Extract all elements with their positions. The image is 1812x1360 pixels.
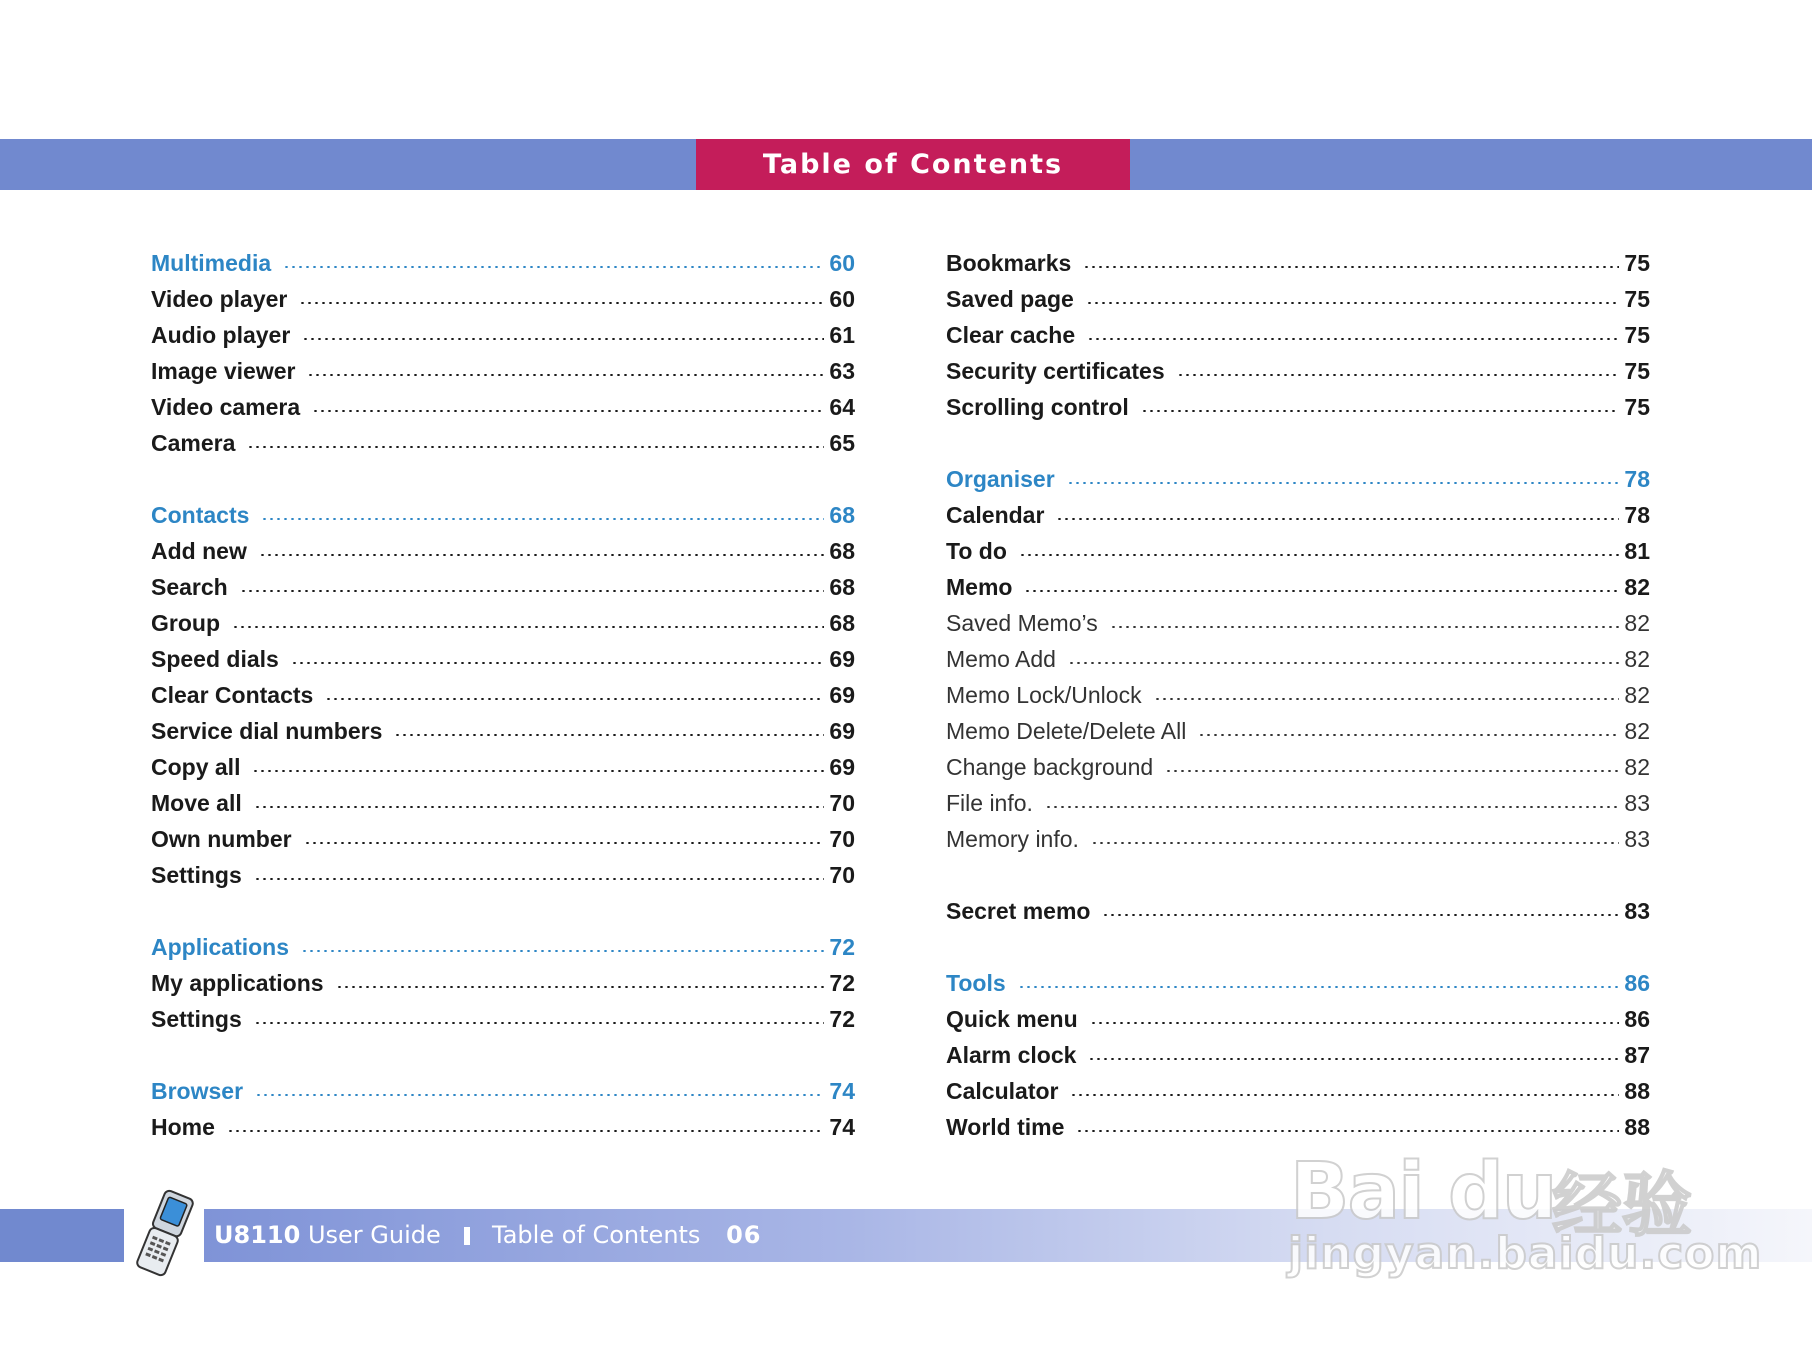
dot-leader bbox=[252, 770, 824, 772]
toc-entry-page: 86 bbox=[1624, 970, 1650, 996]
dot-leader bbox=[240, 590, 825, 592]
toc-section-row[interactable] bbox=[946, 965, 1650, 1001]
dot-leader bbox=[301, 950, 824, 952]
toc-entry-page: 74 bbox=[829, 1114, 855, 1140]
toc-entry-page: 69 bbox=[829, 682, 855, 708]
dot-leader bbox=[304, 842, 825, 844]
dot-leader bbox=[259, 554, 825, 556]
dot-leader bbox=[254, 878, 825, 880]
watermark-brand-cn: 经验 bbox=[1552, 1164, 1692, 1246]
toc-entry-label: Memo Add bbox=[946, 646, 1056, 672]
toc-entry-page: 70 bbox=[829, 790, 855, 816]
dot-leader bbox=[1068, 662, 1619, 664]
toc-entry-row[interactable] bbox=[946, 1001, 1650, 1037]
dot-leader bbox=[255, 1094, 824, 1096]
toc-entry-row[interactable] bbox=[946, 713, 1650, 749]
dot-leader bbox=[336, 986, 825, 988]
dot-leader bbox=[227, 1130, 825, 1132]
toc-entry-row[interactable] bbox=[151, 605, 855, 641]
watermark-url: jingyan.baidu.com bbox=[1288, 1228, 1763, 1279]
dot-leader bbox=[307, 374, 824, 376]
toc-entry-label: Multimedia bbox=[151, 250, 272, 276]
dot-leader bbox=[1067, 482, 1620, 484]
toc-entry-row[interactable] bbox=[151, 641, 855, 677]
toc-entry-page: 75 bbox=[1624, 394, 1650, 420]
toc-entry-label: Clear cache bbox=[946, 322, 1076, 348]
toc-entry-label: Memo bbox=[946, 574, 1013, 600]
toc-entry-label: Quick menu bbox=[946, 1006, 1078, 1032]
toc-entry-page: 64 bbox=[829, 394, 855, 420]
toc-entry-page: 70 bbox=[829, 862, 855, 888]
toc-entry-page: 75 bbox=[1624, 358, 1650, 384]
dot-leader bbox=[261, 518, 824, 520]
toc-entry-page: 69 bbox=[829, 646, 855, 672]
toc-entry-row[interactable] bbox=[946, 1073, 1650, 1109]
toc-entry-label: Memo Lock/Unlock bbox=[946, 682, 1142, 708]
page-title: Table of Contents bbox=[696, 139, 1130, 190]
toc-entry-label: Change background bbox=[946, 754, 1154, 780]
toc-entry-label: Calendar bbox=[946, 502, 1045, 528]
toc-entry-label: Scrolling control bbox=[946, 394, 1129, 420]
dot-leader bbox=[1198, 734, 1619, 736]
toc-entry-label: Settings bbox=[151, 862, 242, 888]
toc-entry-row[interactable] bbox=[151, 317, 855, 353]
toc-entry-page: 81 bbox=[1624, 538, 1650, 564]
dot-leader bbox=[291, 662, 825, 664]
footer-separator bbox=[464, 1227, 470, 1245]
toc-entry-label: File info. bbox=[946, 790, 1033, 816]
toc-entry-label: Add new bbox=[151, 538, 247, 564]
toc-spacer bbox=[151, 461, 855, 497]
toc-entry-row[interactable] bbox=[946, 893, 1650, 929]
toc-entry-page: 82 bbox=[1624, 610, 1650, 636]
dot-leader bbox=[283, 266, 824, 268]
toc-entry-page: 83 bbox=[1624, 790, 1650, 816]
toc-entry-row[interactable] bbox=[151, 533, 855, 569]
toc-entry-page: 87 bbox=[1624, 1042, 1650, 1068]
toc-spacer bbox=[151, 1037, 855, 1073]
toc-column-right bbox=[946, 245, 1650, 1145]
toc-entry-page: 88 bbox=[1624, 1078, 1650, 1104]
toc-entry-label: Alarm clock bbox=[946, 1042, 1077, 1068]
toc-entry-page: 60 bbox=[829, 250, 855, 276]
toc-entry-label: Group bbox=[151, 610, 220, 636]
toc-entry-label: Saved page bbox=[946, 286, 1074, 312]
toc-entry-row[interactable] bbox=[946, 353, 1650, 389]
dot-leader bbox=[232, 626, 824, 628]
dot-leader bbox=[1024, 590, 1619, 592]
dot-leader bbox=[312, 410, 824, 412]
toc-entry-row[interactable] bbox=[946, 785, 1650, 821]
toc-entry-row[interactable] bbox=[946, 569, 1650, 605]
toc-entry-row[interactable] bbox=[946, 677, 1650, 713]
toc-entry-page: 68 bbox=[829, 538, 855, 564]
toc-entry-page: 82 bbox=[1624, 574, 1650, 600]
toc-entry-page: 83 bbox=[1624, 826, 1650, 852]
dot-leader bbox=[1110, 626, 1620, 628]
toc-entry-page: 82 bbox=[1624, 682, 1650, 708]
toc-entry-page: 86 bbox=[1624, 1006, 1650, 1032]
toc-section-row[interactable] bbox=[151, 497, 855, 533]
footer-section: Table of Contents bbox=[492, 1221, 701, 1249]
dot-leader bbox=[302, 338, 824, 340]
toc-entry-page: 75 bbox=[1624, 322, 1650, 348]
dot-leader bbox=[1086, 302, 1620, 304]
toc-entry-label: Secret memo bbox=[946, 898, 1091, 924]
toc-entry-page: 60 bbox=[829, 286, 855, 312]
toc-entry-label: Home bbox=[151, 1114, 215, 1140]
baidu-watermark bbox=[1282, 1105, 1763, 1285]
toc-entry-page: 63 bbox=[829, 358, 855, 384]
toc-entry-label: Calculator bbox=[946, 1078, 1059, 1104]
toc-entry-page: 78 bbox=[1624, 502, 1650, 528]
toc-entry-label: Memo Delete/Delete All bbox=[946, 718, 1187, 744]
toc-entry-label: Own number bbox=[151, 826, 292, 852]
dot-leader bbox=[1088, 1058, 1619, 1060]
dot-leader bbox=[1083, 266, 1619, 268]
dot-leader bbox=[1045, 806, 1619, 808]
toc-entry-row[interactable] bbox=[151, 713, 855, 749]
toc-entry-label: Memory info. bbox=[946, 826, 1079, 852]
toc-entry-row[interactable] bbox=[151, 425, 855, 461]
dot-leader bbox=[1102, 914, 1619, 916]
toc-entry-page: 88 bbox=[1624, 1114, 1650, 1140]
toc-entry-row[interactable] bbox=[946, 245, 1650, 281]
toc-entry-row[interactable] bbox=[151, 785, 855, 821]
toc-spacer bbox=[946, 857, 1650, 893]
toc-entry-row[interactable] bbox=[151, 569, 855, 605]
dot-leader bbox=[1091, 842, 1619, 844]
footer-text bbox=[214, 1209, 761, 1262]
toc-spacer bbox=[946, 425, 1650, 461]
dot-leader bbox=[254, 1022, 825, 1024]
toc-section-row[interactable] bbox=[151, 929, 855, 965]
dot-leader bbox=[1090, 1022, 1620, 1024]
toc-entry-label: Security certificates bbox=[946, 358, 1165, 384]
toc-entry-label: Copy all bbox=[151, 754, 241, 780]
toc-entry-label: Speed dials bbox=[151, 646, 279, 672]
toc-entry-row[interactable] bbox=[946, 389, 1650, 425]
footer-band-left bbox=[0, 1209, 124, 1262]
toc-entry-label: Camera bbox=[151, 430, 236, 456]
dot-leader bbox=[1056, 518, 1619, 520]
toc-entry-row[interactable] bbox=[946, 641, 1650, 677]
toc-entry-label: Image viewer bbox=[151, 358, 296, 384]
phone-icon bbox=[128, 1188, 202, 1278]
toc-entry-row[interactable] bbox=[946, 497, 1650, 533]
toc-entry-page: 82 bbox=[1624, 718, 1650, 744]
toc-entry-page: 65 bbox=[829, 430, 855, 456]
toc-entry-page: 78 bbox=[1624, 466, 1650, 492]
toc-entry-row[interactable] bbox=[946, 1037, 1650, 1073]
toc-entry-page: 68 bbox=[829, 502, 855, 528]
toc-entry-page: 69 bbox=[829, 718, 855, 744]
dot-leader bbox=[254, 806, 825, 808]
footer-guide: User Guide bbox=[307, 1221, 441, 1249]
dot-leader bbox=[325, 698, 824, 700]
toc-spacer bbox=[946, 929, 1650, 965]
dot-leader bbox=[1177, 374, 1620, 376]
dot-leader bbox=[394, 734, 824, 736]
toc-entry-label: World time bbox=[946, 1114, 1065, 1140]
toc-entry-label: Clear Contacts bbox=[151, 682, 314, 708]
toc-entry-row[interactable] bbox=[151, 677, 855, 713]
dot-leader bbox=[1165, 770, 1619, 772]
dot-leader bbox=[1019, 554, 1620, 556]
toc-entry-page: 74 bbox=[829, 1078, 855, 1104]
toc-section-row[interactable] bbox=[946, 461, 1650, 497]
footer-model: U8110 bbox=[214, 1221, 301, 1249]
toc-entry-page: 68 bbox=[829, 610, 855, 636]
toc-entry-row[interactable] bbox=[151, 821, 855, 857]
toc-entry-label: Tools bbox=[946, 970, 1006, 996]
toc-entry-row[interactable] bbox=[151, 749, 855, 785]
toc-entry-page: 68 bbox=[829, 574, 855, 600]
toc-entry-row[interactable] bbox=[151, 389, 855, 425]
dot-leader bbox=[299, 302, 824, 304]
toc-entry-label: Settings bbox=[151, 1006, 242, 1032]
toc-entry-row[interactable] bbox=[946, 821, 1650, 857]
toc-entry-page: 75 bbox=[1624, 250, 1650, 276]
dot-leader bbox=[247, 446, 824, 448]
toc-entry-label: Service dial numbers bbox=[151, 718, 383, 744]
toc-entry-row[interactable] bbox=[946, 605, 1650, 641]
toc-entry-row[interactable] bbox=[151, 857, 855, 893]
toc-entry-page: 83 bbox=[1624, 898, 1650, 924]
toc-entry-label: My applications bbox=[151, 970, 324, 996]
toc-entry-row[interactable] bbox=[151, 1109, 855, 1145]
toc-entry-page: 72 bbox=[829, 1006, 855, 1032]
dot-leader bbox=[1154, 698, 1620, 700]
toc-section-row[interactable] bbox=[151, 245, 855, 281]
toc-entry-label: Audio player bbox=[151, 322, 291, 348]
toc-entry-page: 75 bbox=[1624, 286, 1650, 312]
toc-entry-page: 61 bbox=[829, 322, 855, 348]
toc-entry-row[interactable] bbox=[151, 353, 855, 389]
toc-entry-page: 72 bbox=[829, 934, 855, 960]
toc-entry-page: 82 bbox=[1624, 646, 1650, 672]
dot-leader bbox=[1018, 986, 1620, 988]
toc-entry-page: 82 bbox=[1624, 754, 1650, 780]
dot-leader bbox=[1070, 1094, 1619, 1096]
toc-entry-label: Move all bbox=[151, 790, 242, 816]
toc-entry-row[interactable] bbox=[946, 749, 1650, 785]
toc-entry-row[interactable] bbox=[151, 965, 855, 1001]
toc-entry-row[interactable] bbox=[946, 317, 1650, 353]
toc-entry-label: Video camera bbox=[151, 394, 301, 420]
toc-entry-label: Search bbox=[151, 574, 228, 600]
toc-entry-row[interactable] bbox=[151, 1001, 855, 1037]
toc-entry-label: To do bbox=[946, 538, 1007, 564]
toc-entry-row[interactable] bbox=[946, 281, 1650, 317]
dot-leader bbox=[1141, 410, 1620, 412]
toc-entry-label: Organiser bbox=[946, 466, 1055, 492]
footer-page-number: 06 bbox=[726, 1221, 762, 1249]
toc-section-row[interactable] bbox=[151, 1073, 855, 1109]
toc-entry-label: Bookmarks bbox=[946, 250, 1072, 276]
toc-entry-page: 70 bbox=[829, 826, 855, 852]
toc-entry-row[interactable] bbox=[151, 281, 855, 317]
toc-entry-label: Video player bbox=[151, 286, 288, 312]
toc-entry-label: Applications bbox=[151, 934, 290, 960]
toc-column-left bbox=[151, 245, 855, 1145]
toc-entry-page: 69 bbox=[829, 754, 855, 780]
toc-entry-label: Saved Memo’s bbox=[946, 610, 1098, 636]
toc-entry-label: Browser bbox=[151, 1078, 244, 1104]
watermark-brand: Bai du bbox=[1290, 1147, 1556, 1237]
toc-entry-row[interactable] bbox=[946, 533, 1650, 569]
toc-entry-label: Contacts bbox=[151, 502, 250, 528]
toc-spacer bbox=[151, 893, 855, 929]
toc-entry-page: 72 bbox=[829, 970, 855, 996]
dot-leader bbox=[1087, 338, 1619, 340]
